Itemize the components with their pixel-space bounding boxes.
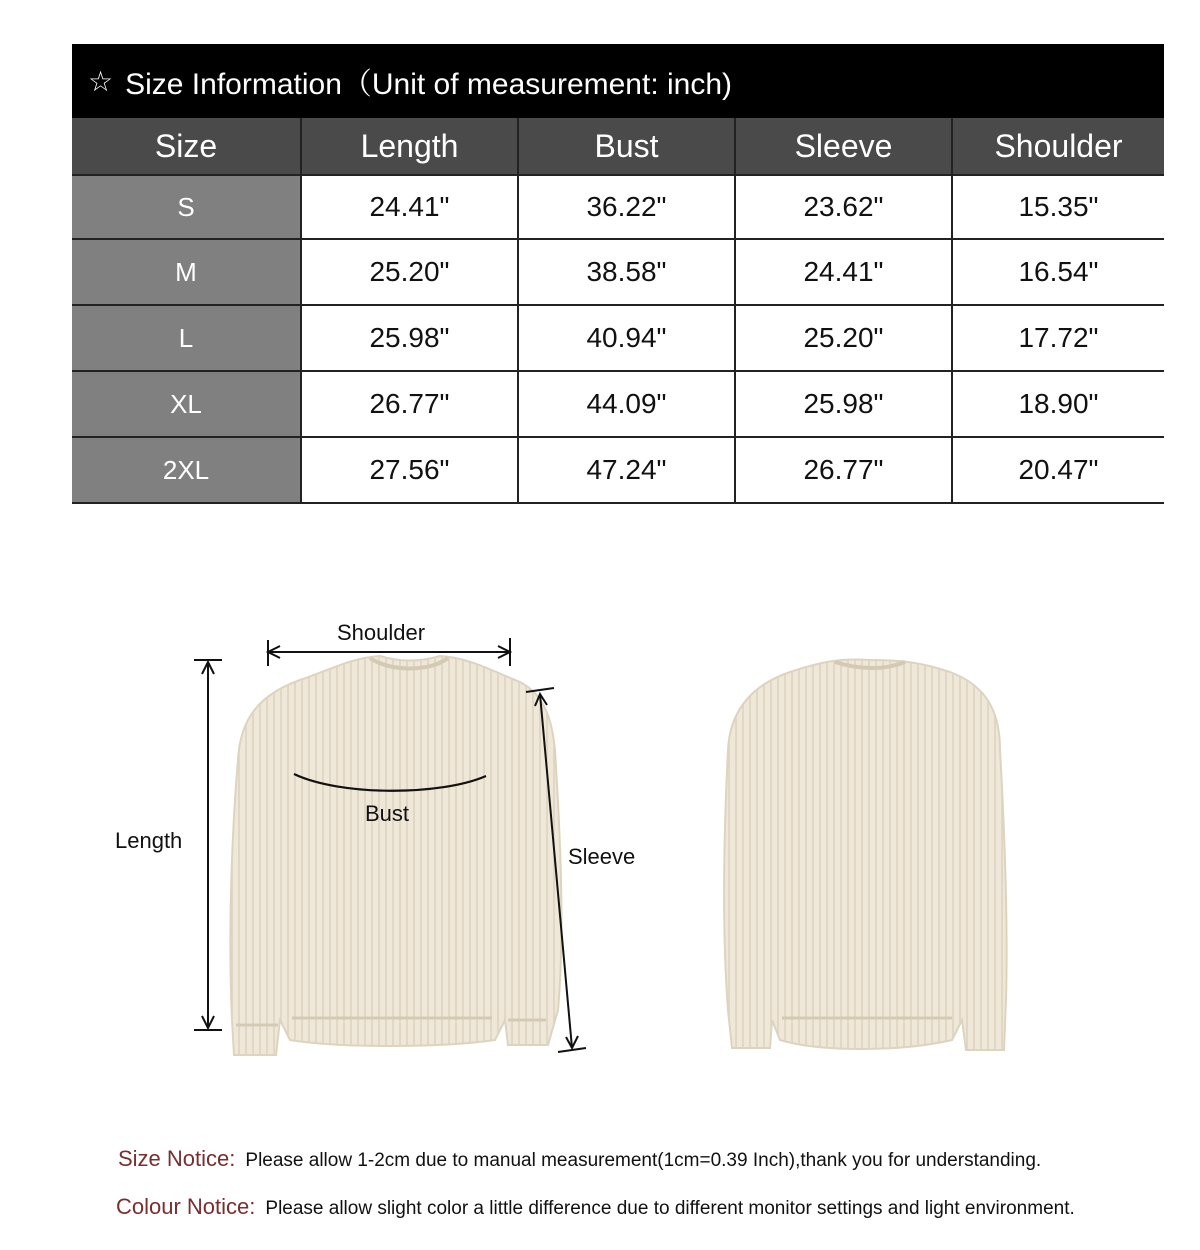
table-row	[72, 240, 1164, 306]
length-cell: 27.56"	[302, 438, 519, 502]
header-length: Length	[302, 118, 519, 174]
header-sleeve: Sleeve	[736, 118, 953, 174]
front-sweater-image	[230, 656, 561, 1055]
shoulder-cell: 15.35"	[1018, 191, 1099, 222]
size-notice-key: Size Notice:	[118, 1146, 236, 1171]
header-size: Size	[72, 118, 302, 174]
size-cell: S	[72, 176, 302, 238]
colour-notice-text: Please allow slight color a little difference due to different monitor settings and light environment.	[265, 1198, 1075, 1219]
bust-cell: 47.24"	[519, 438, 736, 502]
shoulder-cell: 20.47"	[1018, 454, 1099, 485]
size-notice	[118, 1146, 1041, 1172]
shoulder-cell: 18.90"	[1018, 388, 1099, 419]
measurement-diagram	[0, 600, 1200, 1080]
size-notice-text: Please allow 1-2cm due to manual measurement(1cm=0.39 Inch),thank you for understanding.	[245, 1150, 1042, 1171]
shoulder-cell: 16.54"	[1018, 256, 1099, 287]
header-bust: Bust	[519, 118, 736, 174]
back-sweater-image	[724, 660, 1006, 1051]
bust-cell: 36.22"	[519, 176, 736, 238]
size-cell: 2XL	[72, 438, 302, 502]
size-cell: XL	[72, 372, 302, 436]
colour-notice-key: Colour Notice:	[116, 1194, 256, 1219]
star-icon: ☆	[88, 65, 114, 97]
sleeve-cell: 24.41"	[736, 240, 953, 304]
header-shoulder: Shoulder	[994, 127, 1123, 164]
shoulder-label: Shoulder	[337, 620, 426, 645]
table-title: Size Information（Unit of measurement: inch)	[125, 68, 733, 101]
sleeve-cell: 23.62"	[736, 176, 953, 238]
shoulder-cell: 17.72"	[1018, 322, 1099, 353]
table-row	[72, 174, 1164, 240]
sleeve-cell: 26.77"	[736, 438, 953, 502]
bust-cell: 44.09"	[519, 372, 736, 436]
length-measure-line	[194, 660, 222, 1030]
bust-cell: 40.94"	[519, 306, 736, 370]
colour-notice	[116, 1194, 1075, 1220]
table-row	[72, 306, 1164, 372]
bust-cell: 38.58"	[519, 240, 736, 304]
sleeve-cell: 25.98"	[736, 372, 953, 436]
length-label: Length	[115, 828, 183, 853]
table-title-bar	[72, 44, 1164, 118]
length-cell: 25.98"	[302, 306, 519, 370]
sleeve-cell: 25.20"	[736, 306, 953, 370]
length-cell: 26.77"	[302, 372, 519, 436]
size-table	[72, 44, 1164, 504]
table-row	[72, 438, 1164, 504]
length-cell: 24.41"	[302, 176, 519, 238]
table-row	[72, 372, 1164, 438]
size-cell: L	[72, 306, 302, 370]
sleeve-label: Sleeve	[568, 844, 636, 869]
length-cell: 25.20"	[302, 240, 519, 304]
table-header-row	[72, 118, 1164, 174]
size-cell: M	[72, 240, 302, 304]
bust-label: Bust	[365, 801, 410, 826]
